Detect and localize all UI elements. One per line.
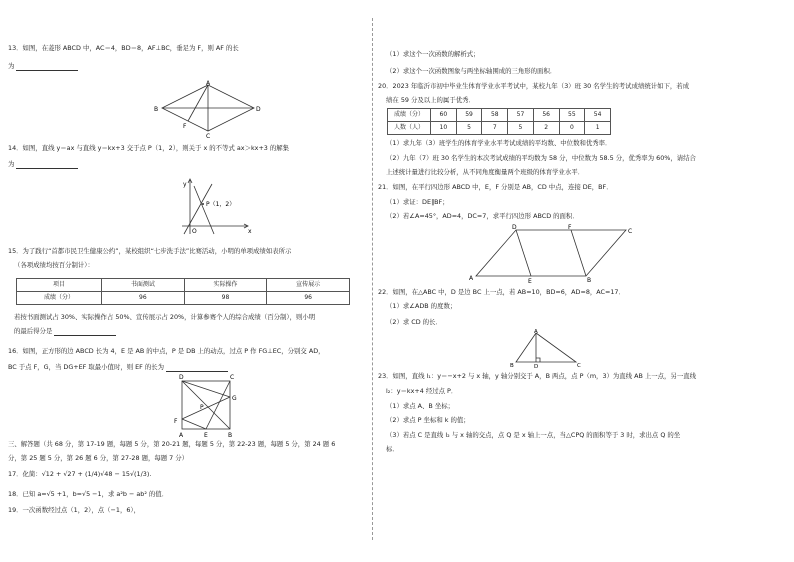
q23-text-line1: 23．如图，直线 l₁：y＝−x+2 与 x 轴，y 轴分别交于 A，B 两点，点 P（m，3）为直线 AB 上一点，另一直线 xyxy=(378,372,697,380)
label-e: E xyxy=(528,278,532,284)
table-row: 人数（人） 10 5 7 5 2 0 1 xyxy=(388,122,611,135)
label-b: B xyxy=(510,363,514,368)
q15-score-table xyxy=(16,278,350,305)
triangle-abc xyxy=(516,333,576,362)
label-g: G xyxy=(232,395,237,402)
segment-ef xyxy=(182,419,206,429)
q23-part3-line1: （3）若点 C 是直线 l₂ 与 x 轴的交点，点 Q 是 x 轴上一点，当△CPQ 的面积等于 3 时，求出点 Q 的坐 xyxy=(386,431,681,439)
answer-blank[interactable] xyxy=(54,329,116,336)
q15-text-line1: 15．为了践行“首都市民卫生健康公约”，某校组织“七步洗手法”比赛活动，小明的单项成绩如表所示 xyxy=(8,247,292,255)
section3-line2: 分，第 25 题 5 分，第 26 题 6 分，第 27-28 题，每题 7 分） xyxy=(8,454,189,462)
q22-text: 22．如图，在△ABC 中，D 是边 BC 上一点，若 AB=10，BD=6，AD=8，AC=17． xyxy=(378,288,625,296)
label-e: E xyxy=(204,432,208,439)
label-d: D xyxy=(534,364,539,368)
q19-part2: （2）求这个一次函数图象与两坐标轴围成的三角形的面积． xyxy=(386,67,557,75)
label-p: P（1，2） xyxy=(206,201,236,208)
q23-text-line2: l₂：y＝kx+4 经过点 P． xyxy=(386,387,458,395)
answer-blank[interactable] xyxy=(166,365,228,372)
q22-part1: （1）求∠ADB 的度数； xyxy=(386,302,457,310)
answer-blank[interactable] xyxy=(16,162,78,169)
label-c: C xyxy=(628,228,633,235)
q20-part2-line2: 上述统计量进行比较分析，从不同角度衡量两个班级的体育学业水平． xyxy=(386,168,585,176)
segment-dg xyxy=(182,381,230,397)
q16-text-line2: BC 于点 F，G，当 DG+EF 取最小值时，则 EF 的长为 xyxy=(8,363,228,372)
q13-answer-line: 为 xyxy=(8,62,78,71)
segment-de xyxy=(516,230,531,276)
label-c: C xyxy=(206,133,211,138)
q17-expression: √12 + √27 + (1/4)√48 − 15√(1/3). xyxy=(41,470,152,478)
q20-part2-line1: （2）九年（7）班 30 名学生的本次考试成绩的平均数为 58 分，中位数为 58.5 分，优秀率为 60%，请结合 xyxy=(386,154,696,162)
q21-text: 21．如图，在平行四边形 ABCD 中，E，F 分别是 AB，CD 中点，连接 DE，BF． xyxy=(378,183,613,191)
label-a: A xyxy=(179,432,184,439)
q22-part2: （2）求 CD 的长． xyxy=(386,318,442,326)
q18-text: 18．已知 a=√5 +1，b=√5 −1，求 a²b − ab² 的值． xyxy=(8,490,169,498)
q14-answer-line: 为 xyxy=(8,160,78,169)
q23-part3-line2: 标． xyxy=(386,445,399,453)
label-f: F xyxy=(174,418,178,425)
q14-graph-figure xyxy=(176,176,254,238)
q19-text: 19．一次函数经过点（1，2），点（−1，6）， xyxy=(8,506,140,514)
q19-part1: （1）求这个一次函数的解析式； xyxy=(386,50,480,58)
table-row: 成绩（分） 96 98 96 xyxy=(17,292,350,305)
answer-blank[interactable] xyxy=(16,64,78,71)
q20-score-table xyxy=(387,108,611,135)
q23-part1: （1）求点 A、B 坐标； xyxy=(386,402,455,410)
label-c: C xyxy=(230,374,235,381)
label-f: F xyxy=(568,224,572,231)
q22-triangle-figure xyxy=(510,328,584,368)
column-divider xyxy=(372,18,373,540)
q17-text: 17．化简：√12 + √27 + (1/4)√48 − 15√(1/3). xyxy=(8,470,152,478)
label-y: y xyxy=(183,181,187,188)
label-b: B xyxy=(154,106,159,113)
label-x: x xyxy=(248,228,252,235)
q20-part1: （1）求九年（3）班学生的体育学业水平考试成绩的平均数、中位数和优秀率． xyxy=(386,139,612,147)
q21-part1: （1）求证：DE∥BF； xyxy=(386,198,449,206)
q20-text-line1: 20．2023 年临沂市初中毕业生体育学业水平考试中，某校九年（3）班 30 名学生的考试成绩统计如下，若成 xyxy=(378,82,690,90)
segment-ec xyxy=(206,381,230,429)
q20-text-line2: 绩在 59 分及以上的属于优秀． xyxy=(386,96,475,104)
q15-after-line1: 若按书面测试占 30%、实际操作占 50%、宣传展示占 20%，计算参赛个人的综合成绩（百分制），则小明 xyxy=(14,313,316,321)
label-b: B xyxy=(228,432,233,439)
table-header-row: 项目 书面测试 实际操作 宣传展示 xyxy=(17,279,350,292)
label-f: F xyxy=(183,123,187,130)
label-c: C xyxy=(577,363,581,368)
q15-after-line2: 的最后得分是 xyxy=(14,327,116,336)
q15-text-line2: （各项成绩均按百分制计）： xyxy=(14,261,94,269)
table-row: 成绩（分） 60 59 58 57 56 55 54 xyxy=(388,109,611,122)
label-d: D xyxy=(256,106,261,113)
q14-text: 14．如图，直线 y＝ax 与直线 y＝kx+3 交于点 P（1，2），则关于 x 的不等式 ax＞kx+3 的解集 xyxy=(8,144,290,152)
label-a: A xyxy=(534,329,538,335)
q13-text: 13．如图，在菱形 ABCD 中，AC＝4，BD＝8，AF⊥BC，垂足为 F，则 AF 的长 xyxy=(8,44,239,52)
label-d: D xyxy=(512,224,517,231)
q23-part2: （2）求点 P 坐标和 k 的值； xyxy=(386,416,470,424)
label-d: D xyxy=(179,374,184,381)
label-b: B xyxy=(587,277,592,284)
label-p: P xyxy=(200,404,204,411)
label-a: A xyxy=(469,275,474,282)
segment-fg xyxy=(182,397,230,419)
q16-square-figure xyxy=(170,373,240,439)
q21-part2: （2）若∠A=45°，AD=4，DC=7，求平行四边形 ABCD 的面积． xyxy=(386,212,579,220)
q21-parallelogram-figure xyxy=(466,222,640,284)
parallelogram-abcd xyxy=(476,230,626,276)
segment-bf xyxy=(571,230,586,276)
q13-rhombus-figure xyxy=(150,80,262,138)
q16-text-line1: 16．如图，正方形的边 ABCD 长为 4，E 是 AB 的中点，P 是 DB 上的动点，过点 P 作 FG⊥EC，分别交 AD， xyxy=(8,347,325,355)
right-angle-mark xyxy=(536,358,540,362)
label-o: O xyxy=(192,228,197,235)
line-ax xyxy=(184,184,212,234)
section3-line1: 三、解答题（共 68 分，第 17-19 题，每题 5 分，第 20-21 题，每题 5 分，第 22-23 题，每题 5 分，第 24 题 6 xyxy=(8,440,336,448)
point-p xyxy=(202,203,204,205)
label-a: A xyxy=(206,80,211,87)
